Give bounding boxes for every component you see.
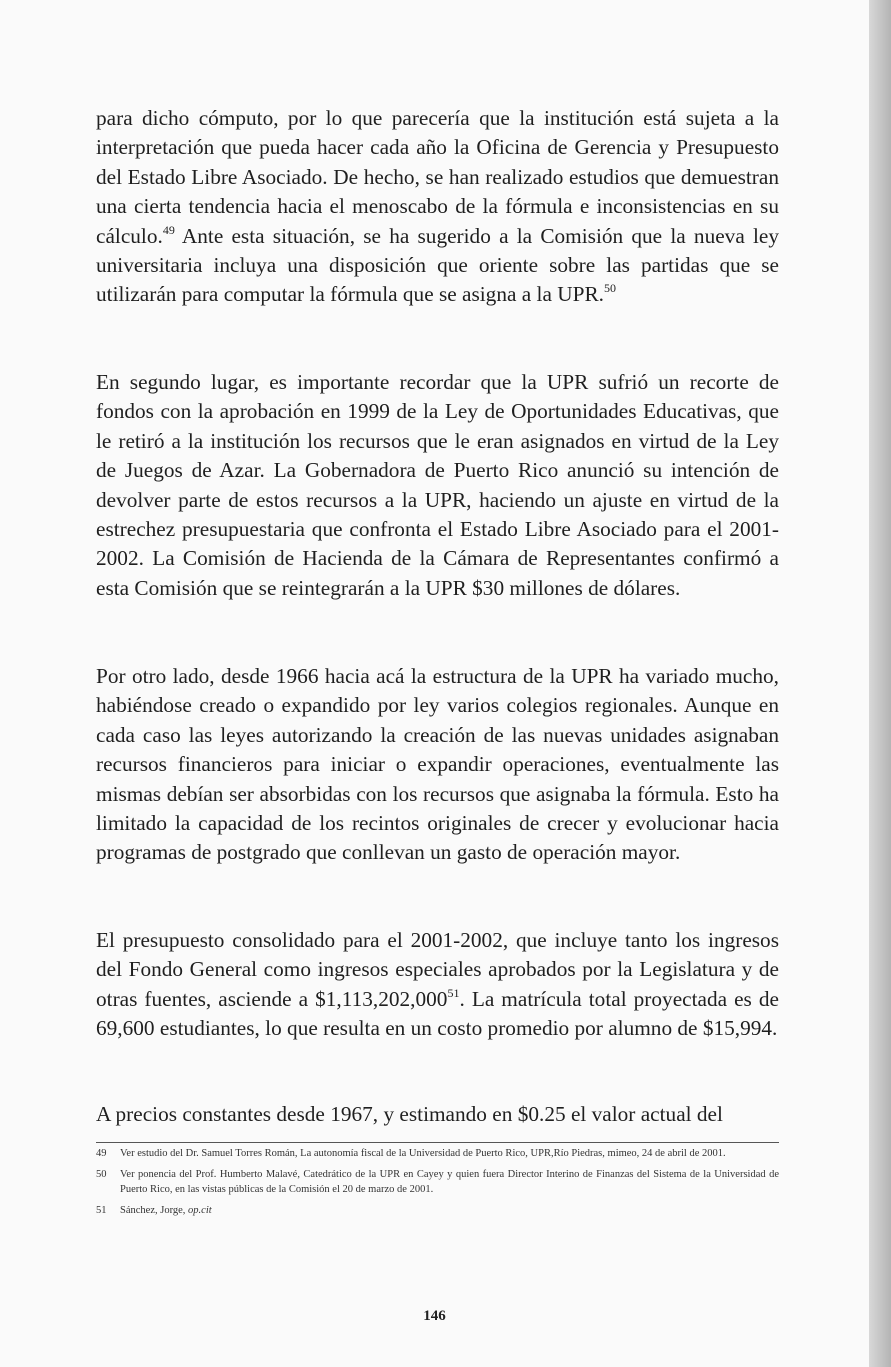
paragraph-1-text-a: para dicho cómputo, por lo que parecería que la institución está sujeta a la interpretación que pueda hacer cada año la Oficina de Gerencia y Presupuesto del Estado Libre Asociado. De hecho, se han realizado estudios que demuestran una cierta tendencia hacia el menoscabo de la fórmula e inconsistencias en su cálculo. [96, 106, 779, 248]
paragraph-4-text-a: El presupuesto consolidado para el 2001-2002, que incluye tanto los ingresos del Fondo General como ingresos especiales aprobados por la Legislatura y de otras fuentes, asciende a $1,113,202,000 [96, 928, 779, 1011]
page-number: 146 [423, 1308, 446, 1324]
paragraph-5: A precios constantes desde 1967, y estimando en $0.25 el valor actual del [96, 1102, 723, 1126]
page-edge-shadow [869, 0, 891, 1367]
footnote-text: Ver ponencia del Prof. Humberto Malavé, Catedrático de la UPR en Cayey y quien fuera Director Interino de Finanzas del Sistema de la Universidad de Puerto Rico, en las vistas públicas de la Comisión el 20 de marzo de 2001. [120, 1168, 779, 1195]
footnote-49 [96, 1146, 779, 1162]
paragraph-1 [96, 104, 779, 310]
footnote-text: Sánchez, Jorge, [120, 1204, 189, 1216]
paragraph-4 [96, 926, 779, 1044]
footnote-ref-49[interactable]: 49 [162, 222, 175, 237]
footnote-number: 49 [96, 1148, 107, 1159]
footnote-text: Ver estudio del Dr. Samuel Torres Román, La autonomía fiscal de la Universidad de Puerto Rico, UPR,Río Piedras, mimeo, 24 de abril de 2001. [120, 1148, 726, 1159]
paragraph-3: Por otro lado, desde 1966 hacia acá la estructura de la UPR ha variado mucho, habiéndose creado o expandido por ley varios colegios regionales. Aunque en cada caso las leyes autorizando la creación de las nuevas unidades asignaban recursos financieros para iniciar o expandir operaciones, eventualmente las mismas debían ser absorbidas con los recursos que asignaba la fórmula. Esto ha limitado la capacidad de los recintos originales de crecer y evolucionar hacia programas de postgrado que conllevan un gasto de operación mayor. [96, 664, 779, 865]
footnote-51 [96, 1203, 779, 1219]
footnote-number: 50 [96, 1168, 107, 1180]
paragraph-2: En segundo lugar, es importante recordar que la UPR sufrió un recorte de fondos con la aprobación en 1999 de la Ley de Oportunidades Educativas, que le retiró a la institución los recursos que le eran asignados en virtud de la Ley de Juegos de Azar. La Gobernadora de Puerto Rico anunció su intención de devolver parte de estos recursos a la UPR, haciendo un ajuste en virtud de la estrechez presupuestaria que confronta el Estado Libre Asociado para el 2001-2002. La Comisión de Hacienda de la Cámara de Representantes confirmó a esta Comisión que se reintegrarán a la UPR $30 millones de dólares. [96, 370, 779, 600]
footnote-ref-51[interactable]: 51 [447, 985, 460, 1000]
paragraph-4-text-b: . La matrícula total proyectada es de 69,600 estudiantes, lo que resulta en un costo promedio por alumno de $15,994. [96, 986, 779, 1041]
footnote-divider [96, 1142, 779, 1143]
paragraph-1-text-b: Ante esta situación, se ha sugerido a la Comisión que la nueva ley universitaria incluya una disposición que oriente sobre las partidas que se utilizarán para computar la fórmula que se asigna a la UPR. [96, 223, 779, 307]
footnote-number: 51 [96, 1204, 107, 1216]
footnote-citation: op.cit [188, 1204, 212, 1216]
footnote-ref-50[interactable]: 50 [604, 281, 616, 296]
footnote-50 [96, 1167, 779, 1198]
footnotes [96, 1146, 779, 1223]
